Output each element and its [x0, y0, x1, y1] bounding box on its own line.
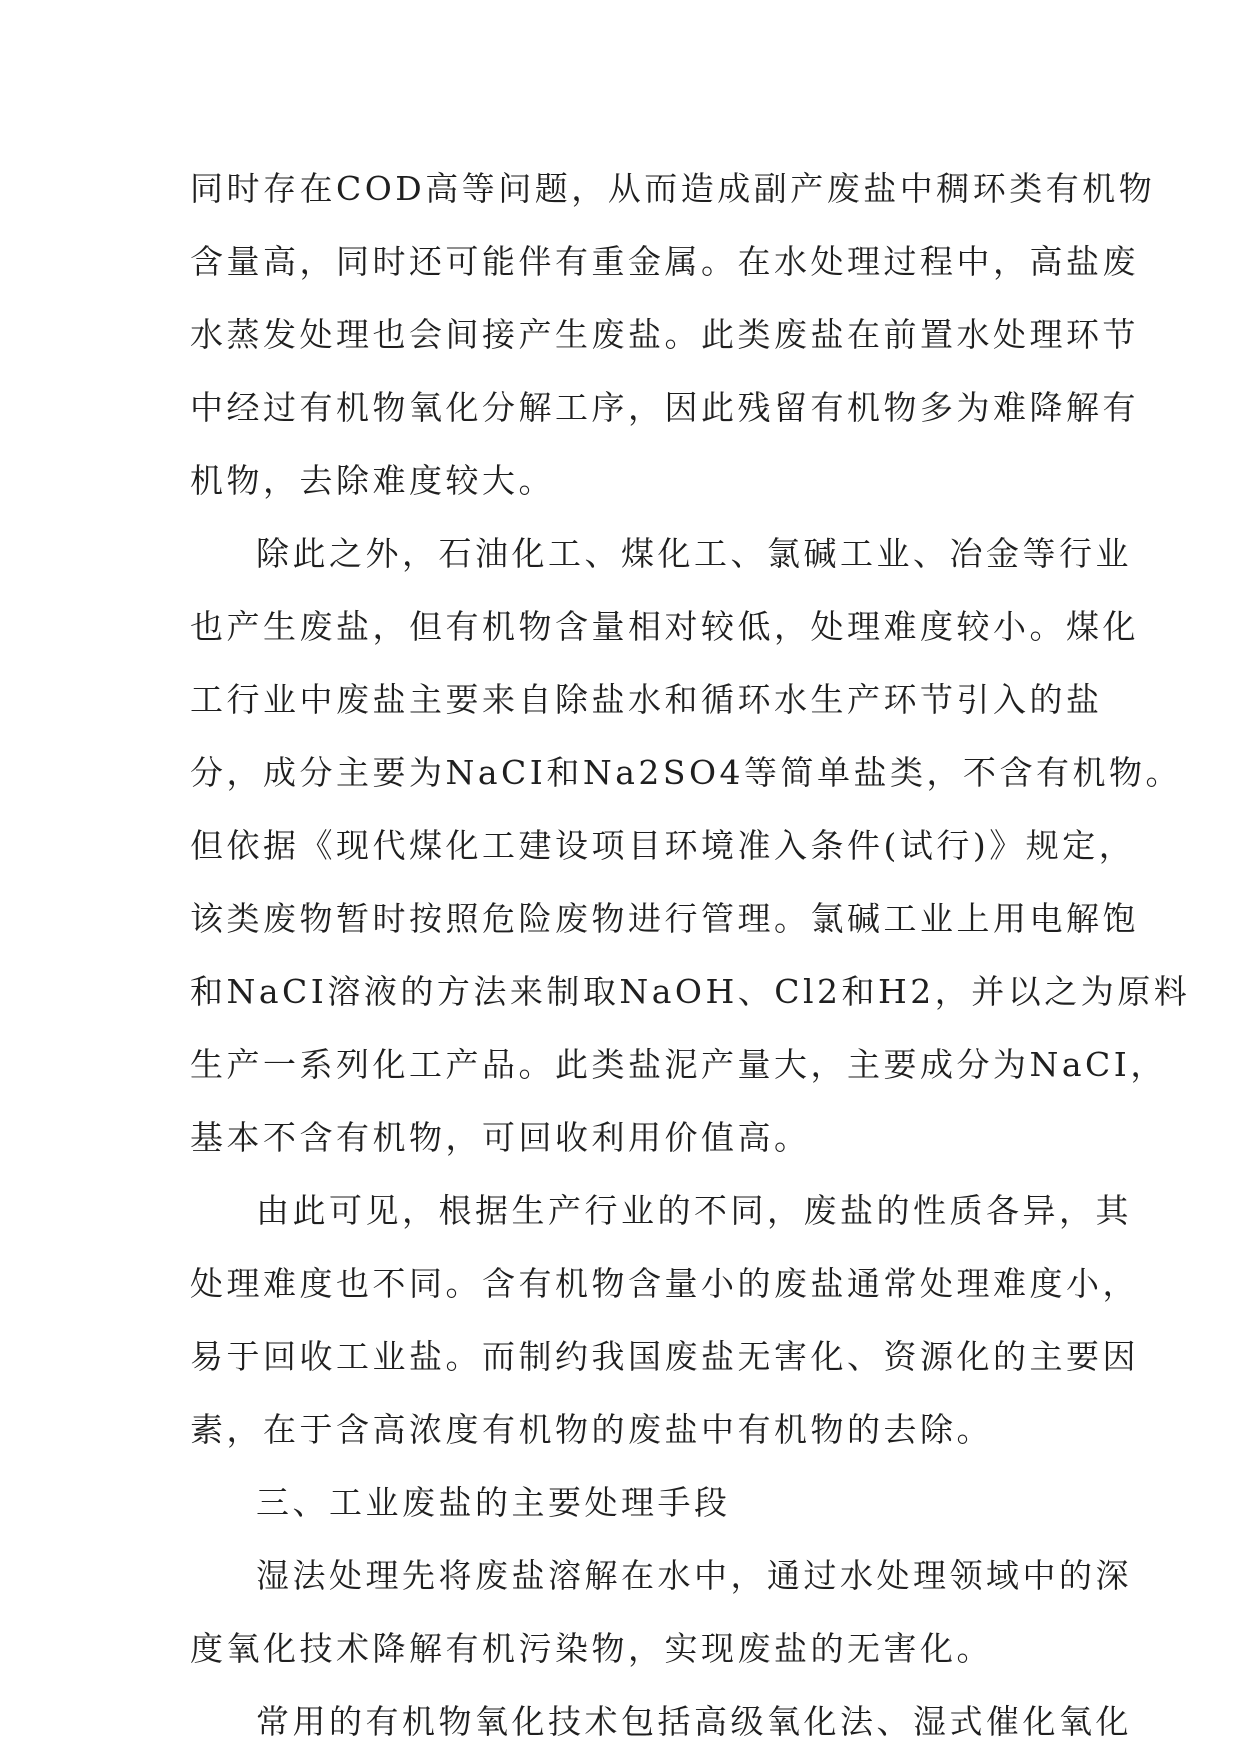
paragraph-first-line: 除此之外，石油化工、煤化工、氯碱工业、冶金等行业	[256, 534, 1132, 573]
text-line: 易于回收工业盐。而制约我国废盐无害化、资源化的主要因	[190, 1337, 1139, 1376]
paragraph-first-line: 湿法处理先将废盐溶解在水中，通过水处理领域中的深	[256, 1556, 1132, 1595]
text-line: 生产一系列化工产品。此类盐泥产量大，主要成分为NaCI，	[190, 1045, 1167, 1084]
text-line: 和NaCI溶液的方法来制取NaOH、Cl2和H2，并以之为原料	[190, 972, 1191, 1011]
paragraph-first-line: 由此可见，根据生产行业的不同，废盐的性质各异，其	[256, 1191, 1132, 1230]
text-line: 分，成分主要为NaCI和Na2SO4等简单盐类，不含有机物。	[190, 753, 1183, 792]
text-line: 该类废物暂时按照危险废物进行管理。氯碱工业上用电解饱	[190, 899, 1139, 938]
paragraph-first-line: 常用的有机物氧化技术包括高级氧化法、湿式催化氧化	[256, 1702, 1132, 1741]
text-line: 但依据《现代煤化工建设项目环境准入条件(试行)》规定，	[190, 826, 1136, 865]
text-line: 工行业中废盐主要来自除盐水和循环水生产环节引入的盐	[190, 680, 1103, 719]
text-line: 也产生废盐，但有机物含量相对较低，处理难度较小。煤化	[190, 607, 1139, 646]
text-line: 素，在于含高浓度有机物的废盐中有机物的去除。	[190, 1410, 993, 1449]
text-line: 中经过有机物氧化分解工序，因此残留有机物多为难降解有	[190, 388, 1139, 427]
text-line: 水蒸发处理也会间接产生废盐。此类废盐在前置水处理环节	[190, 315, 1139, 354]
section-heading: 三、工业废盐的主要处理手段	[256, 1483, 731, 1522]
text-line: 机物，去除难度较大。	[190, 461, 555, 500]
text-line: 处理难度也不同。含有机物含量小的废盐通常处理难度小，	[190, 1264, 1139, 1303]
text-line: 同时存在COD高等问题，从而造成副产废盐中稠环类有机物	[190, 169, 1156, 208]
text-line: 基本不含有机物，可回收利用价值高。	[190, 1118, 811, 1157]
text-line: 度氧化技术降解有机污染物，实现废盐的无害化。	[190, 1629, 993, 1668]
text-line: 含量高，同时还可能伴有重金属。在水处理过程中，高盐废	[190, 242, 1139, 281]
